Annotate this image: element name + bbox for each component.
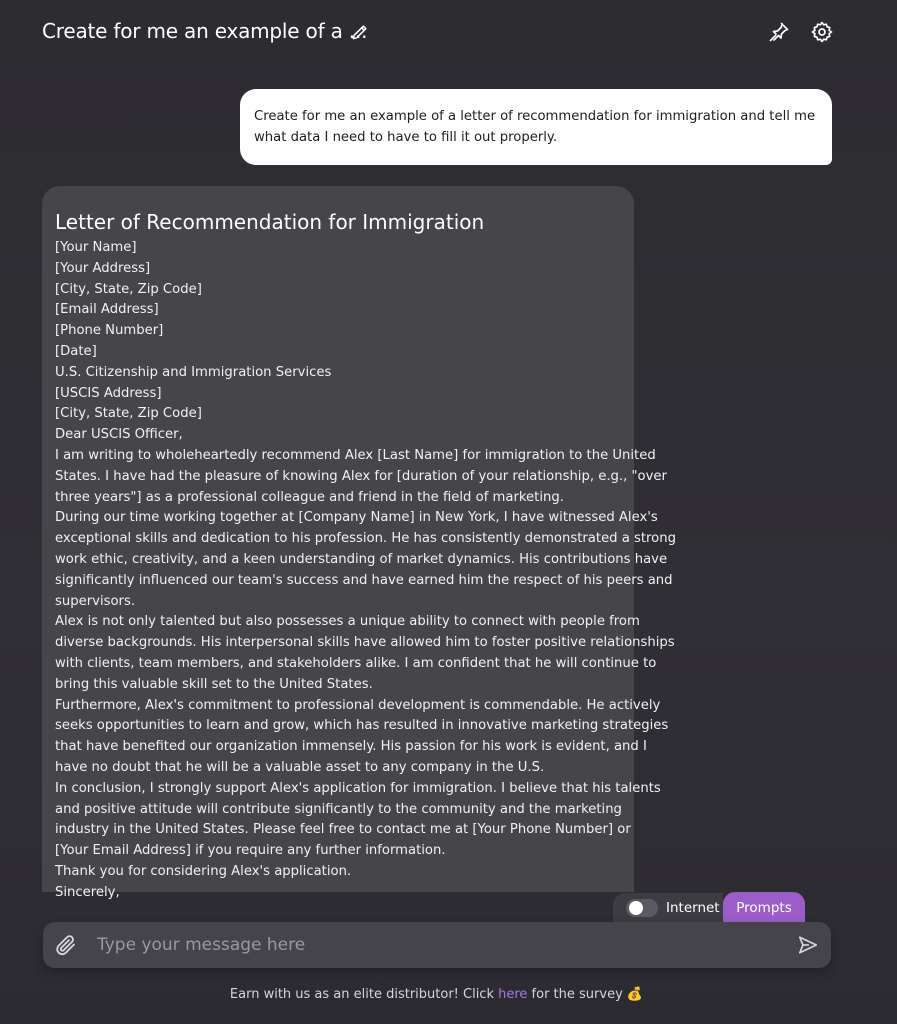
letter-line: [Your Email Address] if you require any further information. xyxy=(55,843,446,859)
letter-line: [Date] xyxy=(55,343,97,359)
letter-line: [City, State, Zip Code] xyxy=(55,406,202,422)
gear-icon[interactable] xyxy=(810,20,834,44)
letter-line: industry in the United States. Please feel free to contact me at [Your Phone Number] or xyxy=(55,822,631,838)
letter-line: have no doubt that he will be a valuable asset to any company in the U.S. xyxy=(55,759,545,775)
letter-line: [City, State, Zip Code] xyxy=(55,281,202,297)
letter-line: [Email Address] xyxy=(55,302,159,318)
letter-line: seeks opportunities to learn and grow, which has resulted in innovative marketing strategies xyxy=(55,718,669,734)
letter-line: [Your Name] xyxy=(55,240,137,255)
letter-line: exceptional skills and dedication to his profession. He has consistently demonstrated a strong xyxy=(55,531,676,547)
pencil-icon[interactable] xyxy=(350,22,370,42)
paperclip-icon[interactable] xyxy=(54,933,78,957)
survey-link[interactable]: here xyxy=(498,987,528,1002)
letter-line: and positive attitude will contribute significantly to the community and the marketing xyxy=(55,801,622,817)
letter-line: [Phone Number] xyxy=(55,323,164,339)
pin-icon[interactable] xyxy=(767,20,791,44)
letter-line: Alex is not only talented but also possesses a unique ability to connect with people from xyxy=(55,614,640,630)
prompts-button[interactable]: Prompts xyxy=(723,892,805,923)
chat-title: Create for me an example of a ... xyxy=(42,19,368,43)
internet-label: Internet xyxy=(666,900,720,916)
letter-line: U.S. Citizenship and Immigration Services xyxy=(55,364,332,380)
message-input[interactable] xyxy=(97,930,777,960)
letter-line: supervisors. xyxy=(55,593,136,609)
letter-line: bring this valuable skill set to the United States. xyxy=(55,676,373,692)
letter-line: significantly influenced our team's success and have earned him the respect of his peers and xyxy=(55,572,673,588)
letter-line: with clients, team members, and stakeholders alike. I am confident that he will continue to xyxy=(55,655,657,671)
send-icon[interactable] xyxy=(797,934,819,956)
letter-line: [Your Address] xyxy=(55,260,151,276)
promo-footer xyxy=(0,987,873,1002)
letter-line: Furthermore, Alex's commitment to professional development is commendable. He actively xyxy=(55,697,661,713)
internet-toggle[interactable] xyxy=(613,893,723,923)
letter-line: diverse backgrounds. His interpersonal skills have allowed him to foster positive relationships xyxy=(55,635,675,651)
money-bag-icon: 💰 xyxy=(626,987,644,1002)
letter-line: three years"] as a professional colleague and friend in the field of marketing. xyxy=(55,489,564,505)
letter-title: Letter of Recommendation for Immigration xyxy=(55,210,485,234)
letter-line: In conclusion, I strongly support Alex's application for immigration. I believe that his talents xyxy=(55,780,661,796)
user-message-bubble xyxy=(240,89,832,165)
letter-line: Thank you for considering Alex's application. xyxy=(55,863,352,879)
letter-line: During our time working together at [Company Name] in New York, I have witnessed Alex's xyxy=(55,510,658,526)
letter-line: I am writing to wholeheartedly recommend Alex [Last Name] for immigration to the United xyxy=(55,447,656,463)
internet-switch[interactable] xyxy=(626,899,658,917)
footer-text-after: for the survey xyxy=(527,987,627,1002)
switch-knob xyxy=(629,901,643,915)
message-composer xyxy=(43,922,831,968)
user-message-text: Create for me an example of a letter of recommendation for immigration and tell me what data I need to have to fill it out properly. xyxy=(254,109,816,145)
letter-line: Dear USCIS Officer, xyxy=(55,427,183,443)
footer-text-before: Earn with us as an elite distributor! Click xyxy=(229,987,499,1002)
letter-line: that have benefited our organization immensely. His passion for his work is evident, and I xyxy=(55,739,647,755)
letter-line: [USCIS Address] xyxy=(55,385,162,401)
letter-body xyxy=(55,238,676,904)
letter-line: Sincerely, xyxy=(55,884,120,900)
assistant-message-bubble xyxy=(42,186,676,900)
letter-line: States. I have had the pleasure of knowing Alex for [duration of your relationship, e.g., "over xyxy=(55,468,667,484)
letter-line: work ethic, creativity, and a keen understanding of market dynamics. His contributions have xyxy=(55,551,668,567)
